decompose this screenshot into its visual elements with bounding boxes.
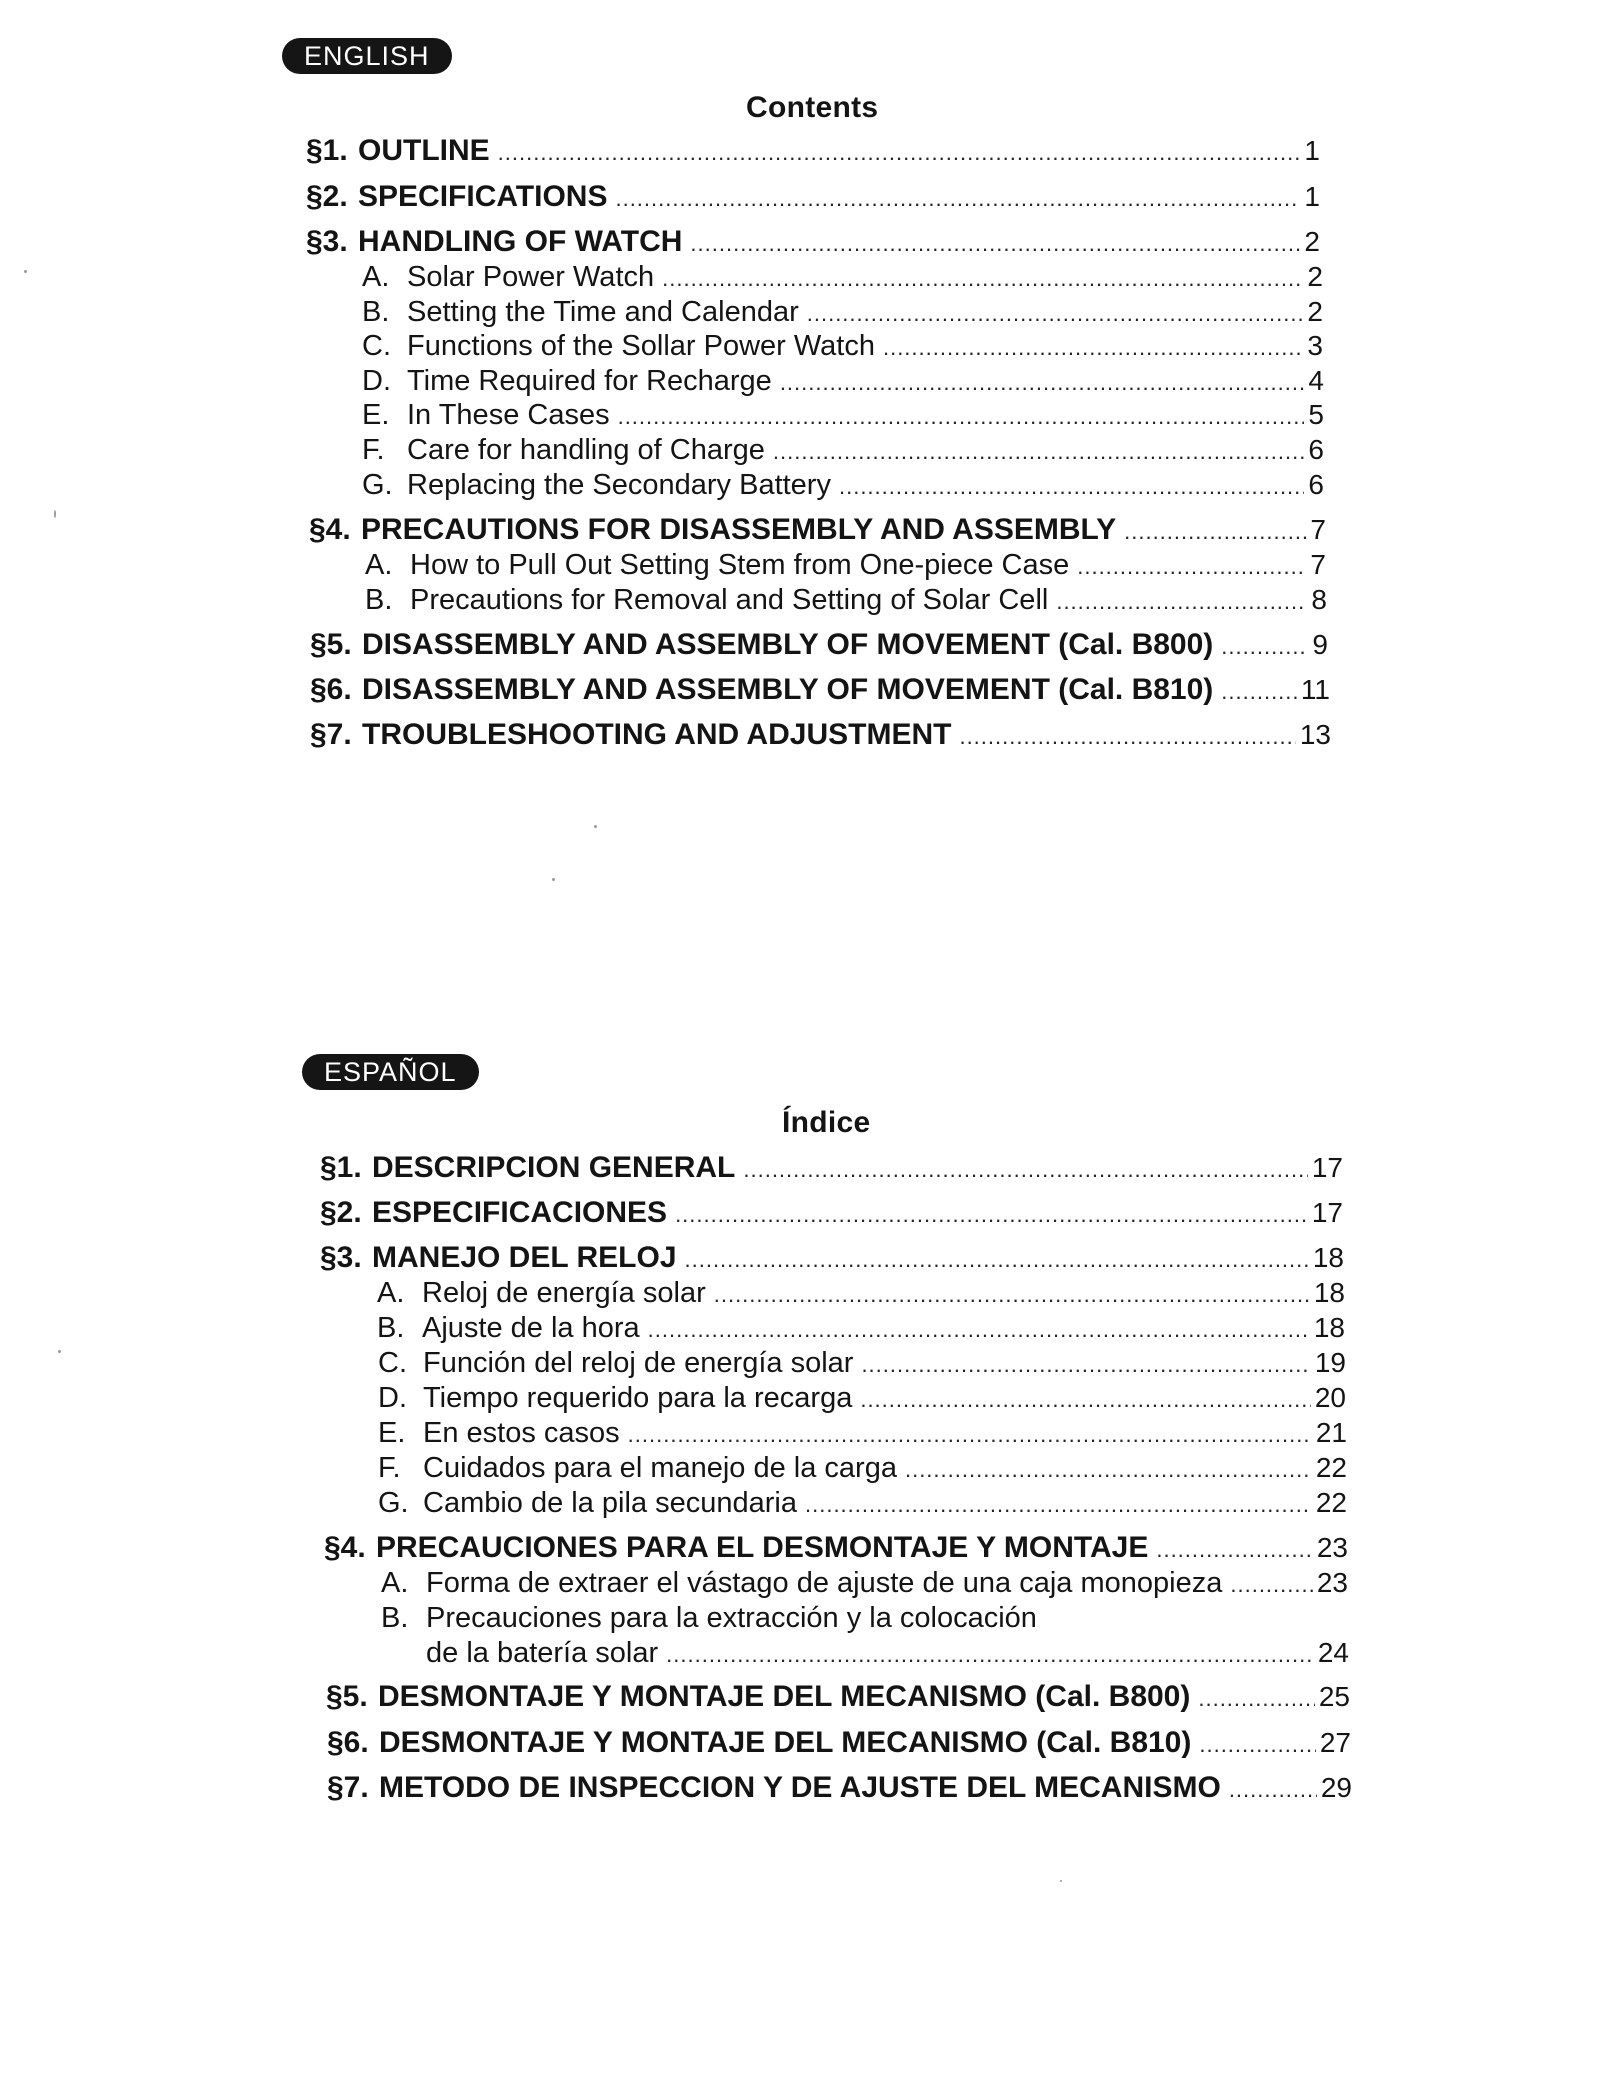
toc-number: B.: [365, 584, 393, 616]
toc-number: §5.: [310, 628, 352, 661]
scan-speck: [1060, 1880, 1062, 1882]
toc-page: 23: [1316, 1567, 1348, 1598]
toc-page: 24: [1317, 1637, 1349, 1668]
dot-leader: [1124, 519, 1306, 545]
toc-entry-en-3g[interactable]: [362, 469, 1324, 502]
dot-leader: [714, 1282, 1310, 1308]
dot-leader: [648, 1317, 1310, 1343]
toc-entry-en-1[interactable]: [306, 134, 1320, 168]
toc-page: 2: [1307, 261, 1323, 292]
scan-speck: [58, 1350, 61, 1353]
toc-entry-es-3d[interactable]: [378, 1382, 1346, 1415]
toc-entry-en-5[interactable]: [310, 628, 1328, 662]
toc-number: §5.: [326, 1680, 368, 1713]
dot-leader: [807, 301, 1304, 327]
toc-number: B.: [381, 1602, 409, 1634]
toc-page: 23: [1316, 1532, 1348, 1563]
toc-page: 18: [1313, 1277, 1345, 1308]
toc-title: Cambio de la pila secundaria: [423, 1487, 797, 1519]
toc-entry-es-4[interactable]: [324, 1531, 1348, 1565]
toc-page: 1: [1304, 181, 1320, 212]
toc-page: 19: [1314, 1347, 1346, 1378]
toc-entry-es-3g[interactable]: [378, 1487, 1347, 1520]
toc-entry-en-3f[interactable]: [362, 434, 1324, 467]
toc-entry-en-3a[interactable]: [362, 261, 1323, 294]
toc-number: A.: [362, 261, 390, 293]
dot-leader: [860, 1387, 1311, 1413]
scan-speck: [594, 825, 597, 828]
toc-number: §4.: [309, 513, 351, 546]
toc-number: B.: [377, 1312, 405, 1344]
toc-entry-en-2[interactable]: [306, 180, 1320, 214]
toc-number: §7.: [310, 718, 352, 751]
toc-page: 13: [1299, 719, 1331, 750]
dot-leader: [690, 231, 1300, 257]
dot-leader: [1156, 1537, 1313, 1563]
toc-page: 18: [1313, 1312, 1345, 1343]
toc-page: 6: [1308, 469, 1324, 500]
toc-entry-en-4a[interactable]: [365, 549, 1326, 582]
english-language-badge: ENGLISH: [282, 38, 452, 74]
toc-page: 4: [1308, 365, 1324, 396]
dot-leader: [883, 335, 1303, 361]
english-contents-heading: Contents: [746, 91, 879, 124]
toc-entry-es-3f[interactable]: [378, 1452, 1347, 1485]
toc-number: §2.: [320, 1196, 362, 1229]
toc-entry-en-7[interactable]: [310, 718, 1331, 752]
dot-leader: [666, 1642, 1314, 1668]
toc-number: §1.: [320, 1151, 362, 1184]
toc-entry-es-3b[interactable]: [377, 1312, 1345, 1345]
toc-number: A.: [381, 1567, 409, 1599]
toc-entry-es-6[interactable]: [327, 1726, 1351, 1760]
dot-leader: [839, 474, 1304, 500]
toc-number: G.: [362, 469, 393, 501]
toc-title: Precauciones para la extracción y la colocación: [426, 1602, 1037, 1634]
toc-page: 22: [1315, 1487, 1347, 1518]
toc-entry-en-6[interactable]: [310, 673, 1330, 707]
toc-title: PRECAUCIONES PARA EL DESMONTAJE Y MONTAJE: [376, 1531, 1149, 1564]
toc-title: SPECIFICATIONS: [358, 180, 608, 213]
toc-title: HANDLING OF WATCH: [358, 225, 683, 258]
dot-leader: [685, 1247, 1309, 1273]
toc-number: D.: [378, 1382, 407, 1414]
toc-title: OUTLINE: [358, 134, 490, 167]
toc-number: F.: [362, 434, 385, 466]
toc-title: PRECAUTIONS FOR DISASSEMBLY AND ASSEMBLY: [361, 513, 1117, 546]
toc-title: DESMONTAJE Y MONTAJE DEL MECANISMO (Cal. B810): [379, 1726, 1192, 1759]
toc-entry-es-3e[interactable]: [378, 1417, 1347, 1450]
toc-entry-es-7[interactable]: [327, 1771, 1352, 1805]
toc-number: §2.: [306, 180, 348, 213]
toc-title: DESMONTAJE Y MONTAJE DEL MECANISMO (Cal. B800): [378, 1680, 1191, 1713]
toc-page: 8: [1311, 584, 1327, 615]
toc-title: TROUBLESHOOTING AND ADJUSTMENT: [362, 718, 952, 751]
toc-page: 27: [1319, 1727, 1351, 1758]
toc-title: DISASSEMBLY AND ASSEMBLY OF MOVEMENT (Cal. B810): [362, 673, 1214, 706]
toc-page: 17: [1311, 1152, 1343, 1183]
toc-number: §4.: [324, 1531, 366, 1564]
toc-title: ESPECIFICACIONES: [372, 1196, 668, 1229]
toc-page: 29: [1320, 1772, 1352, 1803]
toc-title: Ajuste de la hora: [422, 1312, 640, 1344]
dot-leader: [628, 1422, 1312, 1448]
dot-leader: [743, 1157, 1307, 1183]
toc-number: B.: [362, 296, 390, 328]
dot-leader: [861, 1352, 1310, 1378]
toc-entry-es-5[interactable]: [326, 1680, 1350, 1714]
toc-title: How to Pull Out Setting Stem from One-piece Case: [410, 549, 1070, 581]
toc-entry-en-3[interactable]: [306, 225, 1320, 259]
scan-speck: [552, 878, 555, 881]
toc-number: C.: [362, 330, 391, 362]
dot-leader: [1230, 1572, 1312, 1598]
toc-entry-es-2[interactable]: [320, 1196, 1343, 1230]
toc-number: E.: [378, 1417, 406, 1449]
toc-number: G.: [378, 1487, 409, 1519]
toc-entry-es-3c[interactable]: [378, 1347, 1346, 1380]
toc-number: §7.: [327, 1771, 369, 1804]
toc-number: C.: [378, 1347, 407, 1379]
toc-page: 9: [1312, 629, 1328, 660]
toc-number: A.: [377, 1277, 405, 1309]
dot-leader: [662, 266, 1303, 292]
toc-number: §1.: [306, 134, 348, 167]
dot-leader: [1199, 1732, 1315, 1758]
toc-number: E.: [362, 399, 390, 431]
toc-page: 21: [1315, 1417, 1347, 1448]
toc-title: MANEJO DEL RELOJ: [372, 1241, 677, 1274]
toc-page: 22: [1315, 1452, 1347, 1483]
toc-number: A.: [365, 549, 393, 581]
dot-leader: [1229, 1777, 1317, 1803]
toc-page: 7: [1310, 514, 1326, 545]
toc-entry-en-3c[interactable]: [362, 330, 1323, 363]
dot-leader: [615, 186, 1300, 212]
dot-leader: [675, 1202, 1308, 1228]
dot-leader: [959, 724, 1295, 750]
toc-title: DISASSEMBLY AND ASSEMBLY OF MOVEMENT (Cal. B800): [362, 628, 1214, 661]
toc-entry-es-3a[interactable]: [377, 1277, 1345, 1310]
scan-speck: [24, 270, 27, 273]
dot-leader: [498, 140, 1301, 166]
toc-page: 17: [1311, 1197, 1343, 1228]
toc-page: 25: [1318, 1681, 1350, 1712]
toc-number: D.: [362, 365, 391, 397]
spanish-language-badge: ESPAÑOL: [302, 1054, 479, 1090]
toc-entry-en-4b[interactable]: [365, 584, 1327, 617]
toc-title: Replacing the Secondary Battery: [407, 469, 831, 501]
toc-title: Time Required for Recharge: [407, 365, 772, 397]
toc-page: 6: [1308, 434, 1324, 465]
toc-title: Care for handling of Charge: [407, 434, 765, 466]
dot-leader: [1056, 589, 1307, 615]
toc-title: Reloj de energía solar: [422, 1277, 706, 1309]
toc-number: §3.: [306, 225, 348, 258]
dot-leader: [1077, 554, 1306, 580]
toc-number: §6.: [310, 673, 352, 706]
toc-page: 7: [1310, 549, 1326, 580]
toc-page: 2: [1307, 296, 1323, 327]
dot-leader: [618, 404, 1305, 430]
toc-page: 5: [1308, 399, 1324, 430]
toc-title: En estos casos: [423, 1417, 620, 1449]
toc-entry-en-3e[interactable]: [362, 399, 1324, 432]
toc-page: 11: [1300, 674, 1330, 705]
toc-title: In These Cases: [407, 399, 610, 431]
spanish-index-heading: Índice: [782, 1106, 871, 1139]
toc-entry-en-4[interactable]: [309, 513, 1326, 547]
toc-title: Cuidados para el manejo de la carga: [423, 1452, 897, 1484]
dot-leader: [1221, 679, 1297, 705]
toc-page: 3: [1307, 330, 1323, 361]
toc-page: 1: [1304, 135, 1320, 166]
toc-number: F.: [378, 1452, 401, 1484]
toc-entry-es-1[interactable]: [320, 1151, 1343, 1185]
toc-entry-es-4b-line1[interactable]: [381, 1602, 1037, 1635]
toc-number: §6.: [327, 1726, 369, 1759]
toc-title: Setting the Time and Calendar: [407, 296, 799, 328]
toc-title: Precautions for Removal and Setting of Solar Cell: [410, 584, 1049, 616]
dot-leader: [905, 1457, 1312, 1483]
toc-number: §3.: [320, 1241, 362, 1274]
toc-title: Tiempo requerido para la recarga: [423, 1382, 853, 1414]
toc-title: de la batería solar: [426, 1637, 659, 1669]
dot-leader: [773, 439, 1305, 465]
toc-title: Functions of the Sollar Power Watch: [407, 330, 875, 362]
toc-entry-es-4b-line2[interactable]: [381, 1637, 1349, 1670]
dot-leader: [805, 1492, 1312, 1518]
toc-entry-en-3b[interactable]: [362, 296, 1323, 329]
toc-title: Solar Power Watch: [407, 261, 655, 293]
toc-page: 20: [1314, 1382, 1346, 1413]
toc-title: DESCRIPCION GENERAL: [372, 1151, 736, 1184]
dot-leader: [780, 370, 1305, 396]
toc-entry-es-3[interactable]: [320, 1241, 1344, 1275]
toc-title: Función del reloj de energía solar: [423, 1347, 854, 1379]
dot-leader: [1221, 634, 1308, 660]
toc-page: 2: [1304, 226, 1320, 257]
toc-title: Forma de extraer el vástago de ajuste de una caja monopieza: [426, 1567, 1223, 1599]
toc-title: METODO DE INSPECCION Y DE AJUSTE DEL MECANISMO: [379, 1771, 1221, 1804]
scan-speck: [54, 510, 56, 518]
toc-entry-en-3d[interactable]: [362, 365, 1324, 398]
dot-leader: [1198, 1686, 1314, 1712]
toc-page: 18: [1312, 1242, 1344, 1273]
toc-entry-es-4a[interactable]: [381, 1567, 1348, 1600]
